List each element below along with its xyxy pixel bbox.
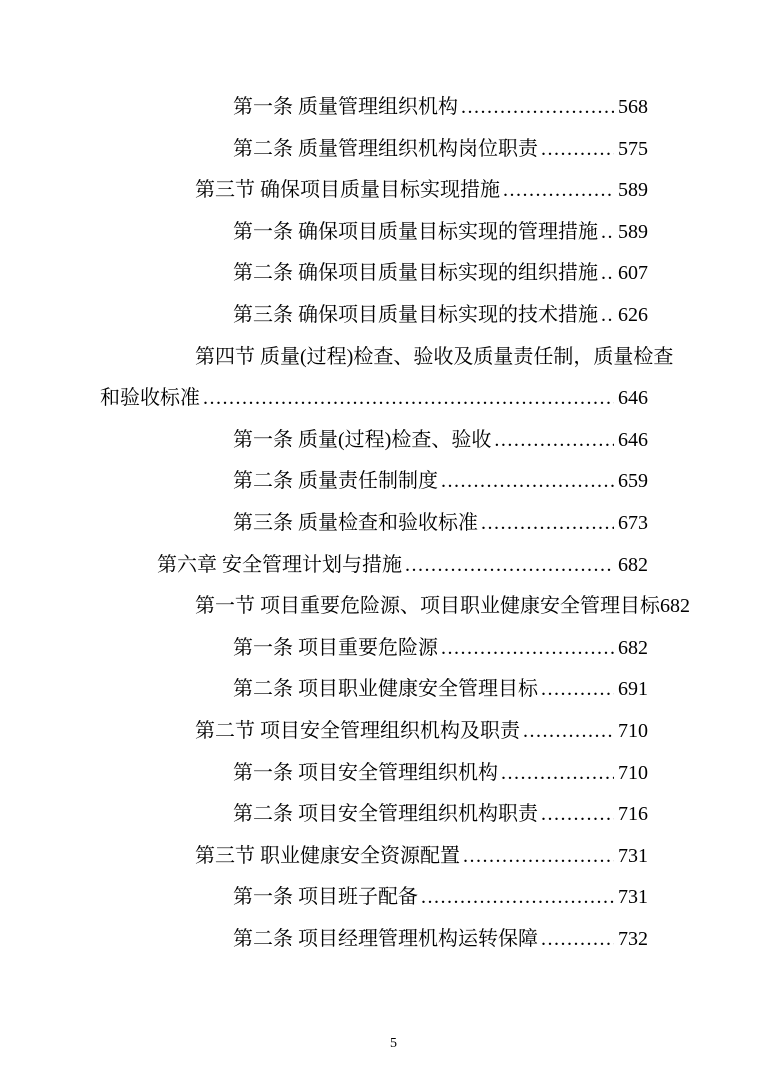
toc-entry-page: 731 xyxy=(618,844,648,867)
toc-entry-text: 第三节 职业健康安全资源配置 xyxy=(195,844,460,867)
toc-entry-3[interactable] xyxy=(100,170,648,212)
toc-entry-text: 第二条 项目职业健康安全管理目标 xyxy=(233,678,538,701)
toc-entry-text: 第六章 安全管理计划与措施 xyxy=(157,553,402,576)
toc-entry-page: 646 xyxy=(618,428,648,451)
toc-entry-text: 第二节 项目安全管理组织机构及职责 xyxy=(195,719,520,742)
toc-entry-page: 589 xyxy=(618,220,648,243)
toc-entry-page: 682 xyxy=(618,636,648,659)
toc-entry-text: 和验收标准 xyxy=(100,387,200,410)
dot-leader xyxy=(494,420,614,462)
toc-entry-10[interactable] xyxy=(100,461,648,503)
toc-entry-14[interactable] xyxy=(100,628,648,670)
toc-entry-page: 646 xyxy=(618,387,648,410)
toc-entry-text: 第二条 项目安全管理组织机构职责 xyxy=(233,803,538,826)
toc-entry-text: 第二条 项目经理管理机构运转保障 xyxy=(233,927,538,950)
toc-entry-2[interactable] xyxy=(100,129,648,171)
toc-entry-12[interactable] xyxy=(100,545,648,587)
dot-leader xyxy=(601,295,614,337)
toc-entry-8[interactable] xyxy=(100,378,648,420)
dot-leader xyxy=(203,378,614,420)
toc-entry-text: 第二条 质量管理组织机构岗位职责 xyxy=(233,137,538,160)
toc-entry-4[interactable] xyxy=(100,212,648,254)
toc-entry-6[interactable] xyxy=(100,295,648,337)
toc-entry-page: 691 xyxy=(618,678,648,701)
dot-leader xyxy=(481,503,614,545)
toc-entry-11[interactable] xyxy=(100,503,648,545)
dot-leader xyxy=(601,212,614,254)
toc-entry-page: 589 xyxy=(618,179,648,202)
toc-entry-text: 第一条 确保项目质量目标实现的管理措施 xyxy=(233,220,598,243)
toc-entry-text: 第一条 项目重要危险源 xyxy=(233,636,438,659)
toc-entry-text: 第三条 确保项目质量目标实现的技术措施 xyxy=(233,303,598,326)
dot-leader xyxy=(405,545,614,587)
toc-entry-text: 第二条 质量责任制制度 xyxy=(233,470,438,493)
toc-entry-page: 568 xyxy=(618,96,648,118)
toc-entry-page: 682 xyxy=(618,553,648,576)
toc-entry-page: 716 xyxy=(618,803,648,826)
toc-entry-17[interactable] xyxy=(100,753,648,795)
toc-entry-5[interactable] xyxy=(100,253,648,295)
toc-entry-21[interactable] xyxy=(100,919,648,961)
toc-entry-text: 第一条 质量(过程)检查、验收 xyxy=(233,428,492,451)
toc-entry-page: 659 xyxy=(618,470,648,493)
toc-entry-text: 第四节 质量(过程)检查、验收及质量责任制，质量检查 xyxy=(195,345,674,368)
dot-leader xyxy=(441,628,614,670)
toc-entry-page: 673 xyxy=(618,511,648,534)
dot-leader xyxy=(541,129,614,171)
dot-leader xyxy=(523,711,614,753)
dot-leader xyxy=(441,461,614,503)
dot-leader xyxy=(421,877,614,919)
toc-entry-9[interactable] xyxy=(100,420,648,462)
table-of-contents xyxy=(100,87,690,960)
toc-entry-text: 第三条 质量检查和验收标准 xyxy=(233,511,478,534)
toc-entry-page: 731 xyxy=(618,886,648,909)
toc-entry-20[interactable] xyxy=(100,877,648,919)
toc-entry-text: 第一节 项目重要危险源、项目职业健康安全管理目标 xyxy=(195,595,660,618)
toc-entry-18[interactable] xyxy=(100,794,648,836)
toc-entry-text: 第一条 质量管理组织机构 xyxy=(233,96,458,118)
toc-entry-page: 732 xyxy=(618,927,648,950)
toc-entry-page: 682 xyxy=(660,595,690,618)
dot-leader xyxy=(601,253,614,295)
dot-leader xyxy=(541,919,614,961)
toc-entry-page: 607 xyxy=(618,262,648,285)
toc-entry-text: 第二条 确保项目质量目标实现的组织措施 xyxy=(233,262,598,285)
toc-entry-13[interactable] xyxy=(100,586,690,628)
toc-entry-page: 626 xyxy=(618,303,648,326)
toc-entry-text: 第三节 确保项目质量目标实现措施 xyxy=(195,179,500,202)
toc-entry-16[interactable] xyxy=(100,711,648,753)
toc-entry-page: 575 xyxy=(618,137,648,160)
dot-leader xyxy=(503,170,614,212)
toc-entry-page: 710 xyxy=(618,719,648,742)
dot-leader xyxy=(541,669,614,711)
page-footer-number: 5 xyxy=(390,1036,397,1051)
dot-leader xyxy=(463,836,614,878)
toc-entry-19[interactable] xyxy=(100,836,648,878)
toc-entry-7[interactable] xyxy=(100,337,674,379)
dot-leader xyxy=(501,753,614,795)
dot-leader xyxy=(541,794,614,836)
toc-entry-15[interactable] xyxy=(100,669,648,711)
toc-entry-page: 710 xyxy=(618,761,648,784)
dot-leader xyxy=(461,87,614,129)
toc-entry-1[interactable] xyxy=(100,87,648,129)
toc-entry-text: 第一条 项目班子配备 xyxy=(233,886,418,909)
toc-entry-text: 第一条 项目安全管理组织机构 xyxy=(233,761,498,784)
